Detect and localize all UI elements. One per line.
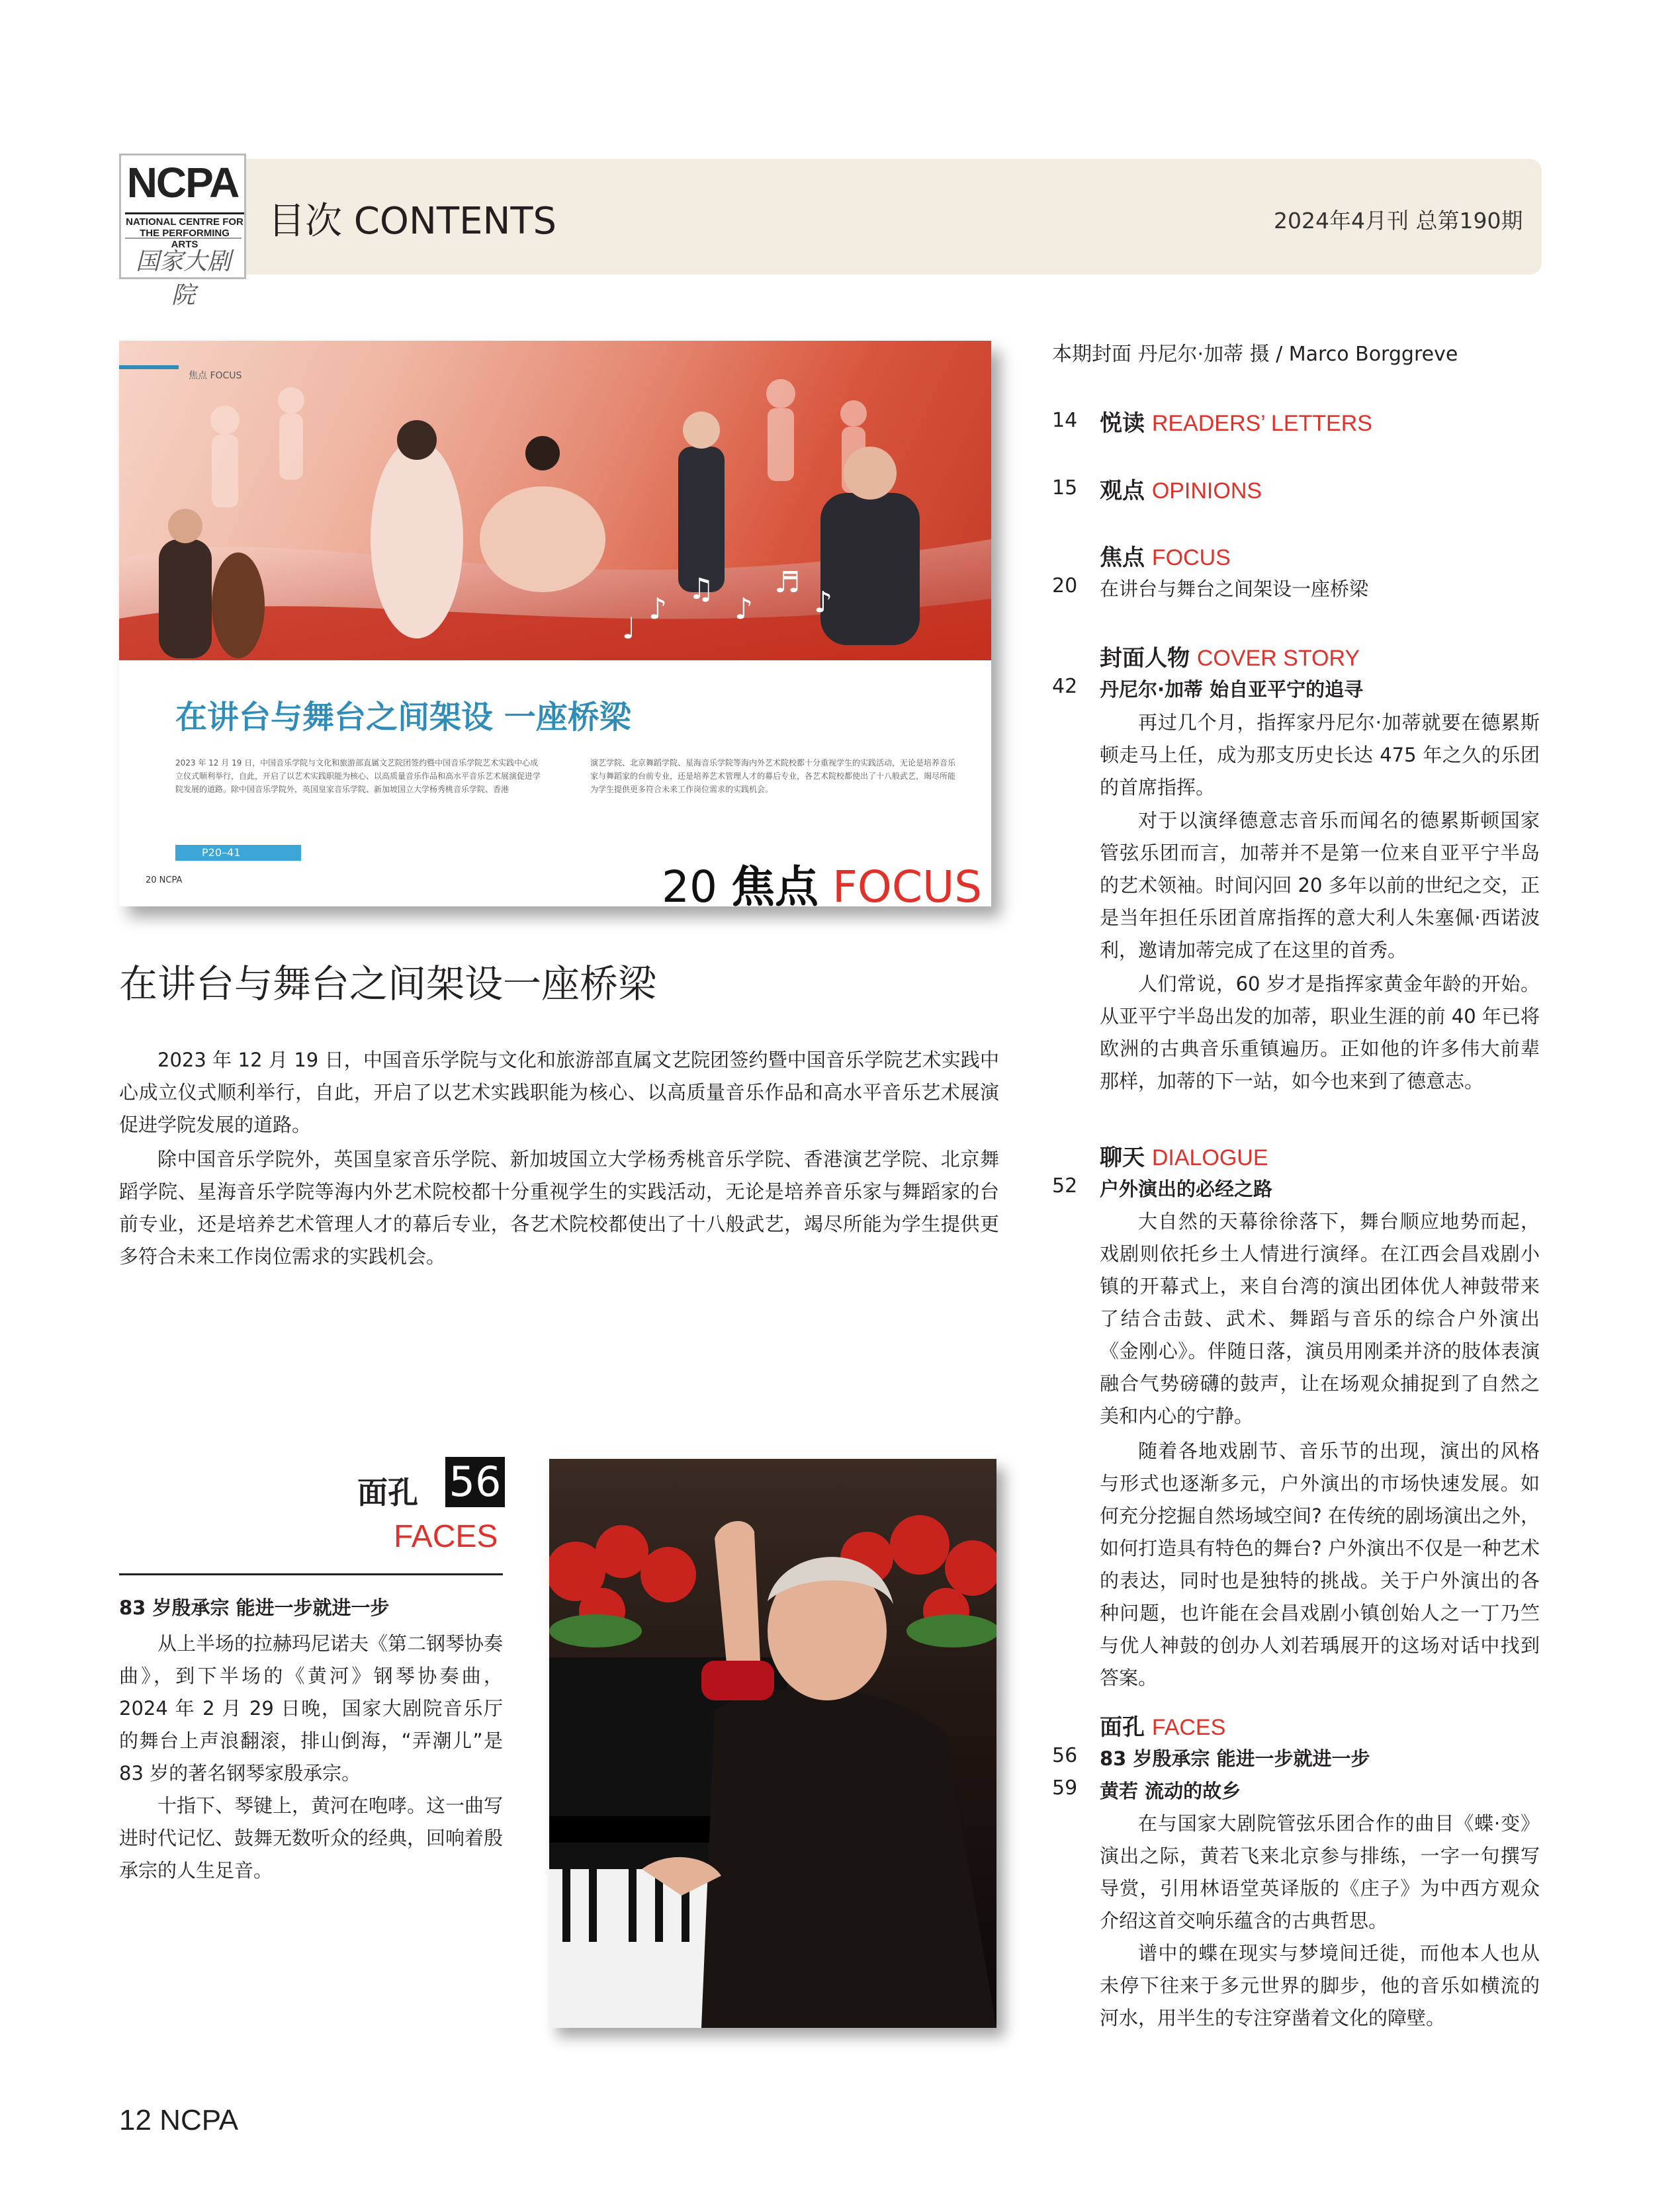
article-paragraph-1: 2023 年 12 月 19 日，中国音乐学院与文化和旅游部直属文艺院团签约暨中国音乐学院艺术实践中心成立仪式顺利举行，自此，开启了以艺术实践职能为核心、以高质量音乐作品和高水平音乐艺术展演促进学院发展的道路。 <box>119 1049 999 1136</box>
toc-opinions-page: 15 <box>1052 476 1078 500</box>
toc-focus-en: FOCUS <box>1151 545 1231 570</box>
toc-dialogue-paragraph-1: 大自然的天幕徐徐落下，舞台顺应地势而起，戏剧则依托乡土人情进行演绎。在江西会昌戏剧小镇的开幕式上，来自台湾的演出团体优人神鼓带来了结合击鼓、武术、舞蹈与音乐的综合户外演出《金刚心》。伴随日落，演员用刚柔并济的肢体表演融合气势磅礴的鼓声，让在场观众捕捉到了自然之美和内心的宁静。 <box>1100 1210 1540 1427</box>
thumb-headline: 在讲台与舞台之间架设 一座桥梁 <box>175 699 631 736</box>
thumb-folio: 20 NCPA <box>146 875 183 885</box>
toc-faces-title-1[interactable]: 83 岁殷承宗 能进一步就进一步 <box>1100 1747 1370 1770</box>
thumb-section-label <box>662 852 982 914</box>
toc-opinions-en: OPINIONS <box>1151 478 1262 503</box>
toc-dialogue-cn: 聊天 <box>1100 1145 1145 1171</box>
toc-opinions-cn: 观点 <box>1100 478 1145 504</box>
svg-text:♪: ♪ <box>648 592 668 626</box>
issue-label: 2024年4月刊 总第190期 <box>1274 208 1523 234</box>
toc-opinions-heading[interactable] <box>1100 472 1262 505</box>
toc-faces-page-2: 59 <box>1052 1776 1078 1800</box>
toc-dialogue-heading[interactable] <box>1100 1139 1268 1172</box>
svg-text:♪: ♪ <box>734 592 754 626</box>
toc-cover-paragraph-3: 人们常说，60 岁才是指挥家黄金年龄的开始。从亚平宁半岛出发的加蒂，职业生涯的前 40 年已将欧洲的古典音乐重镇遍历。正如他的许多伟大前辈那样，加蒂的下一站，如今也来到了德意志。 <box>1100 973 1540 1092</box>
faces-divider <box>119 1573 503 1575</box>
thumb-text-right: 演艺学院、北京舞蹈学院、星海音乐学院等海内外艺术院校都十分重视学生的实践活动，无论是培养音乐家与舞蹈家的台前专业，还是培养艺术管理人才的幕后专业，各艺术院校都使出了十八般武艺，竭尽所能为学生提供更多符合未来工作岗位需求的实践机会。 <box>590 758 956 794</box>
ncpa-logo <box>119 153 246 309</box>
focus-page-thumbnail[interactable] <box>119 341 991 912</box>
performers-illustration <box>119 341 991 660</box>
logo-chinese: 国家大剧院 <box>125 238 242 310</box>
toc-dialogue-en: DIALOGUE <box>1151 1145 1268 1170</box>
page-title: 目次 CONTENTS <box>268 200 557 243</box>
thumb-text-left: 2023 年 12 月 19 日，中国音乐学院与文化和旅游部直属文艺院团签约暨中国音乐学院艺术实践中心成立仪式顺利举行，自此，开启了以艺术实践职能为核心、以高质量音乐作品和高水平音乐艺术展演促进学院发展的道路。除中国音乐学院外，英国皇家音乐学院、新加坡国立大学杨秀桃音乐学院、香港 <box>175 758 541 794</box>
toc-readers-page: 14 <box>1052 409 1078 432</box>
toc-focus-title[interactable]: 在讲台与舞台之间架设一座桥梁 <box>1100 578 1369 600</box>
toc-readers-cn: 悦读 <box>1100 410 1145 437</box>
faces-page-number: 56 <box>445 1457 505 1507</box>
toc-focus-page: 20 <box>1052 574 1078 597</box>
logo-wordmark: NCPA <box>126 159 239 206</box>
toc-faces-heading[interactable] <box>1100 1709 1225 1741</box>
toc-cover-heading[interactable] <box>1100 640 1360 672</box>
toc-focus-cn: 焦点 <box>1100 545 1145 571</box>
svg-text:♩: ♩ <box>622 612 636 646</box>
toc-dialogue-page: 52 <box>1052 1174 1078 1198</box>
thumb-big-cn: 焦点 <box>730 861 818 912</box>
faces-paragraph-1: 从上半场的拉赫玛尼诺夫《第二钢琴协奏曲》，到下半场的《黄河》钢琴协奏曲，2024 年 2 月 29 日晚，国家大剧院音乐厅的舞台上声浪翻滚，排山倒海，“弄潮儿”是 83 岁的著名钢琴家殷承宗。 <box>119 1632 504 1784</box>
toc-focus-heading[interactable] <box>1100 539 1231 572</box>
toc-faces-paragraph-1: 在与国家大剧院管弦乐团合作的曲目《蝶·变》演出之际，黄若飞来北京参与排练，一字一句撰写导赏，引用林语堂英译版的《庄子》为中西方观众介绍这首交响乐蕴含的古典哲思。 <box>1100 1812 1540 1932</box>
toc-faces-title-2[interactable]: 黄若 流动的故乡 <box>1100 1780 1241 1802</box>
toc-cover-title[interactable]: 丹尼尔·加蒂 始自亚平宁的追寻 <box>1100 678 1364 701</box>
pianist-illustration <box>549 1459 996 2028</box>
toc-cover-paragraph-1: 再过几个月，指挥家丹尼尔·加蒂就要在德累斯顿走马上任，成为那支历史长达 475 年之久的乐团的首席指挥。 <box>1100 711 1540 799</box>
faces-subtitle: 83 岁殷承宗 能进一步就进一步 <box>119 1597 390 1619</box>
thumb-big-en: FOCUS <box>832 861 983 912</box>
thumb-big-num: 20 <box>662 861 717 912</box>
article-title: 在讲台与舞台之间架设一座桥梁 <box>119 961 657 1006</box>
toc-faces-en: FACES <box>1151 1715 1226 1740</box>
svg-text:♪: ♪ <box>814 586 833 619</box>
toc-readers-heading[interactable] <box>1100 405 1372 437</box>
cover-credit: 本期封面 丹尼尔·加蒂 摄 / Marco Borggreve <box>1052 343 1458 366</box>
faces-heading-en: FACES <box>394 1519 498 1554</box>
toc-readers-en: READERS’ LETTERS <box>1151 411 1372 436</box>
toc-faces-page-1: 56 <box>1052 1744 1078 1767</box>
focus-cover-image <box>119 341 991 660</box>
toc-faces-cn: 面孔 <box>1100 1714 1145 1741</box>
svg-text:♫: ♫ <box>688 572 715 606</box>
thumb-section-tag: 焦点 FOCUS <box>189 371 242 381</box>
toc-cover-en: COVER STORY <box>1196 646 1360 671</box>
toc-cover-paragraph-2: 对于以演绎德意志音乐而闻名的德累斯顿国家管弦乐团而言，加蒂并不是第一位来自亚平宁半岛的艺术领袖。时间闪回 20 多年以前的世纪之交，正是当年担任乐团首席指挥的意大利人朱塞佩·西诺波利，邀请加蒂完成了在这里的首秀。 <box>1100 809 1540 961</box>
toc-faces-paragraph-2: 谱中的蝶在现实与梦境间迁徙，而他本人也从未停下往来于多元世界的脚步，他的音乐如横流的河水，用半生的专注穿凿着文化的障壁。 <box>1100 1942 1540 2029</box>
svg-text:♬: ♬ <box>774 566 801 599</box>
logo-subtitle: NATIONAL CENTRE FOR THE PERFORMING ARTS <box>125 212 244 250</box>
toc-dialogue-title[interactable]: 户外演出的必经之路 <box>1100 1178 1273 1200</box>
pianist-photo <box>549 1459 996 2028</box>
toc-cover-cn: 封面人物 <box>1100 645 1190 672</box>
toc-cover-page: 42 <box>1052 675 1078 698</box>
faces-heading-cn: 面孔 <box>357 1475 418 1510</box>
toc-dialogue-paragraph-2: 随着各地戏剧节、音乐节的出现，演出的风格与形式也逐渐多元，户外演出的市场快速发展。如何充分挖掘自然场域空间? 在传统的剧场演出之外，如何打造具有特色的舞台? 户外演出不仅是一种艺术的表达，同时也是独特的挑战。关于户外演出的各种问题，也许能在会昌戏剧小镇创始人之一丁乃竺与优人神鼓的创办人刘若瑀展开的这场对话中找到答案。 <box>1100 1440 1540 1689</box>
page-folio: 12 NCPA <box>119 2104 239 2136</box>
faces-paragraph-2: 十指下、琴键上，黄河在咆哮。这一曲写进时代记忆、鼓舞无数听众的经典，回响着殷承宗的人生足音。 <box>119 1794 504 1882</box>
thumb-page-range: P20–41 <box>175 845 301 861</box>
article-paragraph-2: 除中国音乐学院外，英国皇家音乐学院、新加坡国立大学杨秀桃音乐学院、香港演艺学院、北京舞蹈学院、星海音乐学院等海内外艺术院校都十分重视学生的实践活动，无论是培养音乐家与舞蹈家的台前专业，还是培养艺术管理人才的幕后专业，各艺术院校都使出了十八般武艺，竭尽所能为学生提供更多符合未来工作岗位需求的实践机会。 <box>119 1148 999 1268</box>
